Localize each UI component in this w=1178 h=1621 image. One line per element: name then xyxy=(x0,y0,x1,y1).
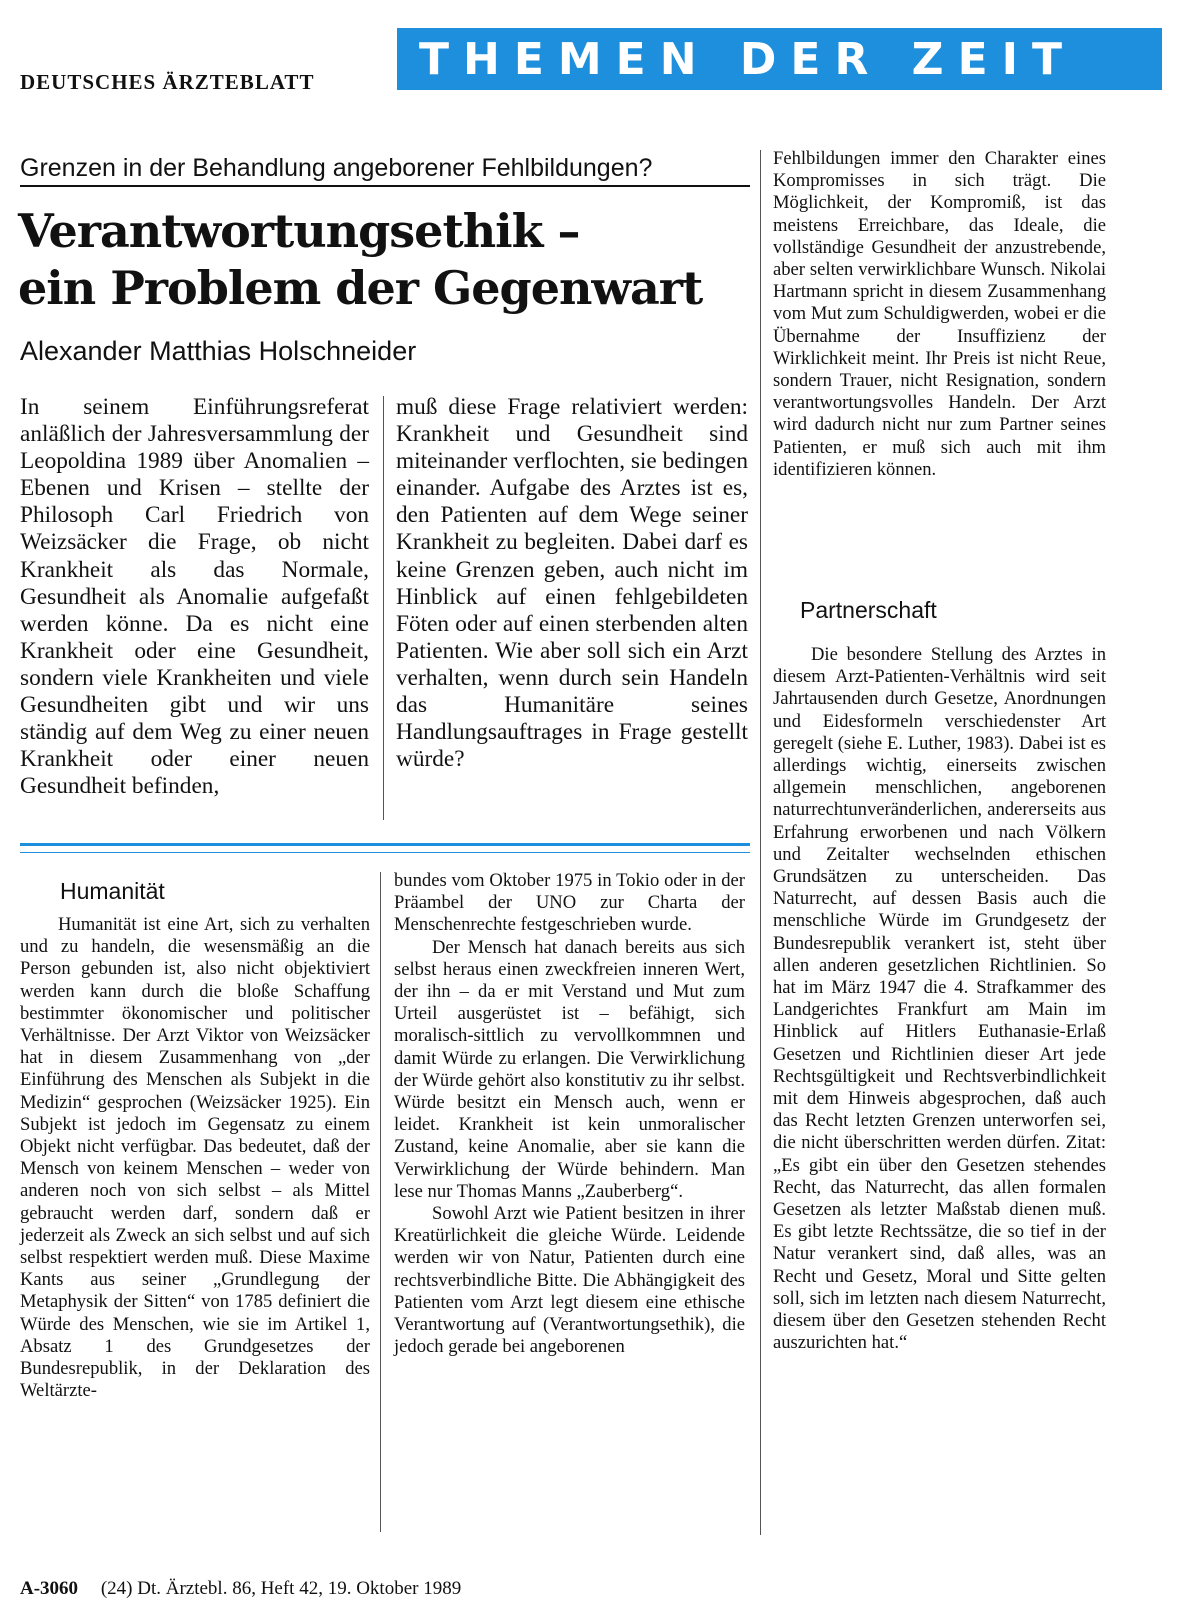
subheading-humanitaet: Humanität xyxy=(60,878,165,904)
section-banner-label: THEMEN DER ZEIT xyxy=(419,33,1077,85)
subheading-partnerschaft: Partnerschaft xyxy=(800,597,937,623)
paragraph: Humanität ist eine Art, sich zu verhalten und zu handeln, die wesensmäßig an die Person gebunden ist, also nicht objektiviert werden kann durch die bloße Schaffung bestimmter ökonomischer und politischer Verhältnisse. Der Arzt Viktor von Weizsäcker hat in diesem Zusammenhang von „der Einführung des Menschen als Subjekt in die Medizin“ gesprochen (Weizsäcker 1925). Ein Subjekt ist jedoch im Gegensatz zu einem Objekt nicht verfügbar. Das bedeutet, daß der Mensch von keinem Menschen – weder von anderen noch von sich selbst – als Mittel gebraucht werden darf, sondern daß er jederzeit als Zweck an sich selbst und auf sich selbst respektiert werden muß. Diese Maxime Kants aus seiner „Grundlegung der Metaphysik der Sitten“ von 1785 definiert die Würde des Menschen, wie sie im Artikel 1, Absatz 1 des Grundgesetzes der Bundesrepublik, in der Deklaration des Weltärzte- xyxy=(20,914,370,1402)
citation: (24) Dt. Ärztebl. 86, Heft 42, 19. Oktober 1989 xyxy=(100,1578,462,1599)
article-title xyxy=(18,203,758,317)
body-column-3-top xyxy=(773,148,1106,481)
page-code: A-3060 xyxy=(20,1578,79,1599)
body-column-1 xyxy=(20,914,370,1402)
lead-column-2: muß diese Frage relativiert werden: Krankheit und Gesundheit sind miteinander verflochten, sie bedingen einander. Aufgabe des Arztes ist es, den Patienten auf dem Wege seiner Krankheit zu begleiten. Dabei darf es keine Grenzen geben, auch nicht im Hinblick auf einen fehlgebildeten Föten oder auf einen sterbenden alten Patienten. Wie aber soll sich ein Arzt verhalten, wenn durch sein Handeln das Humanitäre seines Handlungsauftrages in Frage gestellt würde? xyxy=(396,394,748,773)
paragraph: bundes vom Oktober 1975 in Tokio oder in der Präambel der UNO zur Charta der Menschenrechte festgeschrieben wurde. xyxy=(394,870,745,936)
article-title-line-1: Verantwortungsethik – xyxy=(18,204,580,258)
column-divider xyxy=(383,396,384,820)
column-divider xyxy=(380,872,381,1532)
page-footer xyxy=(20,1578,461,1600)
article-kicker: Grenzen in der Behandlung angeborener Fehlbildungen? xyxy=(20,154,750,187)
section-rule xyxy=(20,843,750,846)
column-divider xyxy=(760,150,761,1535)
section-banner xyxy=(397,28,1162,90)
paragraph: Fehlbildungen immer den Charakter eines Kompromisses in sich trägt. Die Möglichkeit, der Kompromiß, ist das meistens Erreichbare, das Ideale, die vollständige Gesundheit der anzustrebende, aber selten verwirklichbare Wunsch. Nikolai Hartmann spricht in diesem Zusammenhang vom Mut zum Schuldigwerden, wobei er die Übernahme der Insuffizienz der Wirklichkeit meint. Ihr Preis ist nicht Reue, sondern Trauer, nicht Resignation, sondern verantwortungsvolles Handeln. Der Arzt wird dadurch nicht nur zum Partner seines Patienten, er muß sich auch mit ihm identifizieren können. xyxy=(773,148,1106,480)
section-rule-thin xyxy=(20,852,750,853)
body-column-2 xyxy=(394,870,745,1358)
article-author: Alexander Matthias Holschneider xyxy=(20,336,417,366)
paragraph: Sowohl Arzt wie Patient besitzen in ihrer Kreatürlichkeit die gleiche Würde. Leidende werden wir von Natur, Patienten durch eine rechtsverbindliche Bitte. Die Abhängigkeit des Patienten vom Arzt legt diesem eine ethische Verantwortung auf (Verantwortungsethik), die jedoch gerade bei angeborenen xyxy=(394,1203,745,1358)
journal-name: DEUTSCHES ÄRZTEBLATT xyxy=(20,70,315,94)
lead-column-1: In seinem Einführungsreferat anläßlich der Jahresversammlung der Leopoldina 1989 über Anomalien – Ebenen und Krisen – stellte der Philosoph Carl Friedrich von Weizsäcker die Frage, ob nicht Krankheit als das Normale, Gesundheit als Anomalie aufgefaßt werden könne. Da es nicht eine Krankheit oder eine Gesundheit, sondern viele Krankheiten und viele Gesundheiten gibt und wir uns ständig auf dem Weg zu einer neuen Krankheit oder einer neuen Gesundheit befinden, xyxy=(20,394,369,800)
article-title-line-2: ein Problem der Gegenwart xyxy=(18,261,703,315)
body-column-3-bottom xyxy=(773,644,1106,1355)
paragraph: Der Mensch hat danach bereits aus sich selbst heraus einen zweckfreien inneren Wert, der ihn – da er mit Verstand und Mut zum Urteil ausgerüstet ist – befähigt, sich moralisch-sittlich zu vervollkommnen und damit Würde zu erlangen. Die Verwirklichung der Würde gehört also konstitutiv zu ihr selbst. Würde besitzt ein Mensch auch, wenn er leidet. Krankheit ist kein unmoralischer Zustand, keine Anomalie, aber sie kann die Verwirklichung der Würde behindern. Man lese nur Thomas Manns „Zauberberg“. xyxy=(394,936,745,1202)
paragraph: Die besondere Stellung des Arztes in diesem Arzt-Patienten-Verhältnis wird seit Jahrtausenden durch Gesetze, Anordnungen und Eidesformeln verschiedenster Art geregelt (siehe E. Luther, 1983). Dabei ist es allerdings wichtig, einerseits zwischen allgemein menschlichen, angeborenen naturrechtunveränderlichen, andererseits aus Erfahrung erworbenen und nach Völkern und Zeitalter wechselnden ethischen Grundsätzen zu unterscheiden. Das Naturrecht, auf dessen Basis auch die menschliche Würde im Grundgesetz der Bundesrepublik verankert ist, steht über allen anderen gesetzlichen Richtlinien. So hat im März 1947 die 4. Strafkammer des Landgerichtes Frankfurt am Main im Hinblick auf Hitlers Euthanasie-Erlaß Gesetzen und Richtlinien dieser Art jede Rechtsgültigkeit und Rechtsverbindlichkeit mit dem Hinweis abgesprochen, daß auch das Recht letzten Grenzen unterworfen sei, die nicht überschritten werden dürfen. Zitat: „Es gibt ein über den Gesetzen stehendes Recht, das Naturrecht, das allen formalen Gesetzen als letzter Maßstab dienen muß. Es gibt letzte Rechtssätze, die so tief in der Natur verankert sind, daß alles, was an Recht und Gesetz, Moral und Sitte gelten soll, sich im letzten nach diesem Naturrecht, diesem über den Gesetzen stehenden Recht auszurichten hat.“ xyxy=(773,644,1106,1354)
